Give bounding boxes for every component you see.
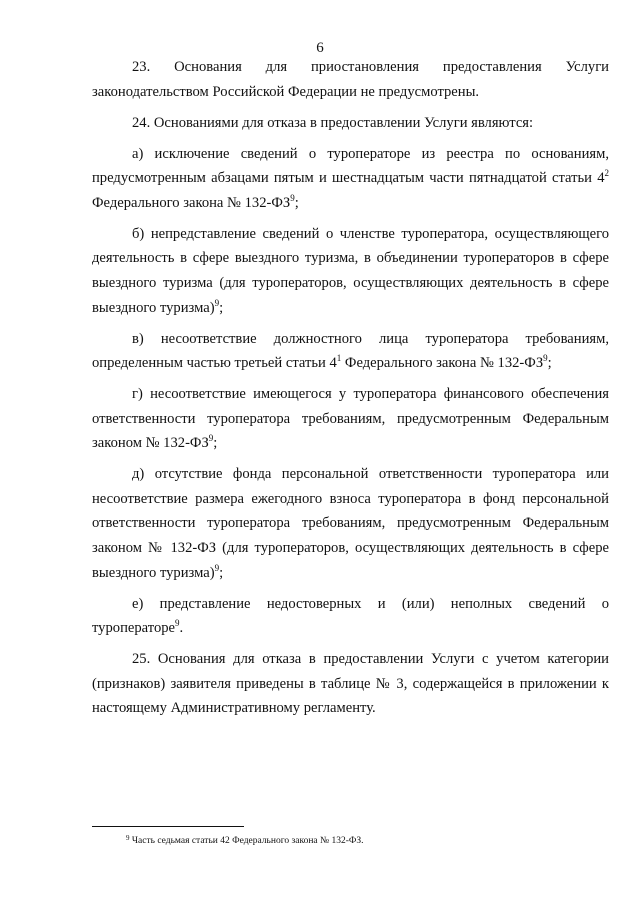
footnote-ref: 9 xyxy=(214,297,220,308)
item-v-sup-article: 1 xyxy=(336,353,342,364)
paragraph-24: 24. Основаниями для отказа в предоставлении Услуги являются: xyxy=(132,114,534,131)
item-v xyxy=(92,327,609,376)
footnote-marker: 9 xyxy=(126,834,130,842)
page-number: 6 xyxy=(316,40,324,56)
item-a-sup-article: 2 xyxy=(604,168,609,179)
footnote-text: Часть седьмая статьи 42 Федерального закона № 132-ФЗ. xyxy=(129,836,364,846)
footnote-ref: 9 xyxy=(543,353,548,364)
footnote-ref: 9 xyxy=(208,433,214,444)
item-g-text: г) несоответствие имеющегося у туроператора финансового обеспечения ответственности туроператора требованиям, предусмотренным Федеральным законом № 132-ФЗ xyxy=(92,386,609,452)
item-a-text: а) исключение сведений о туроператоре из реестра по основаниям, предусмотренным абзацами пятым и шестнадцатым части пятнадцатой статьи 4 xyxy=(92,145,609,187)
item-a xyxy=(92,142,609,216)
item-d-text: д) отсутствие фонда персональной ответственности туроператора или несоответствие размера ежегодного взноса туроператора в фонд персональной ответственности туроператора требованиям, предусмотренным Федеральным законом № 132-ФЗ (для туроператоров, осуществляющих деятельность в сфере выездного туризма) xyxy=(92,466,609,581)
document-body xyxy=(92,55,609,727)
item-g xyxy=(92,382,609,456)
item-e xyxy=(92,592,609,641)
footnote xyxy=(126,836,546,846)
footnote-ref: 9 xyxy=(214,562,220,573)
footnote-ref: 9 xyxy=(290,192,295,203)
item-a-law: Федерального закона № 132-ФЗ xyxy=(92,194,291,211)
item-g-end: ; xyxy=(213,435,218,452)
item-d xyxy=(92,462,609,585)
item-a-end: ; xyxy=(294,194,299,211)
footnote-ref: 9 xyxy=(175,618,180,629)
item-b xyxy=(92,222,609,320)
item-v-end: ; xyxy=(547,355,552,372)
item-v-law: Федерального закона № 132-ФЗ xyxy=(341,355,544,372)
footnote-divider xyxy=(92,826,244,827)
item-v-text: в) несоответствие должностного лица туроператора требованиям, определенным частью третьей статьи 4 xyxy=(92,330,609,372)
item-d-end: ; xyxy=(219,564,224,581)
item-b-text: б) непредставление сведений о членстве туроператора, осуществляющего деятельность в сфере выездного туризма, в объединении туроператоров в сфере выездного туризма (для туроператоров, осуществляющих деятельность в сфере выездного туризма) xyxy=(92,225,609,316)
item-b-end: ; xyxy=(219,299,224,316)
paragraph-25: 25. Основания для отказа в предоставлении Услуги с учетом категории (признаков) заявителя приведены в таблице № 3, содержащейся в приложении к настоящему Административному регламенту. xyxy=(92,651,609,717)
item-e-text: е) представление недостоверных и (или) неполных сведений о туроператоре xyxy=(92,595,609,637)
item-e-end: . xyxy=(179,620,184,637)
paragraph-23: 23. Основания для приостановления предоставления Услуги законодательством Российской Федерации не предусмотрены. xyxy=(92,59,609,100)
